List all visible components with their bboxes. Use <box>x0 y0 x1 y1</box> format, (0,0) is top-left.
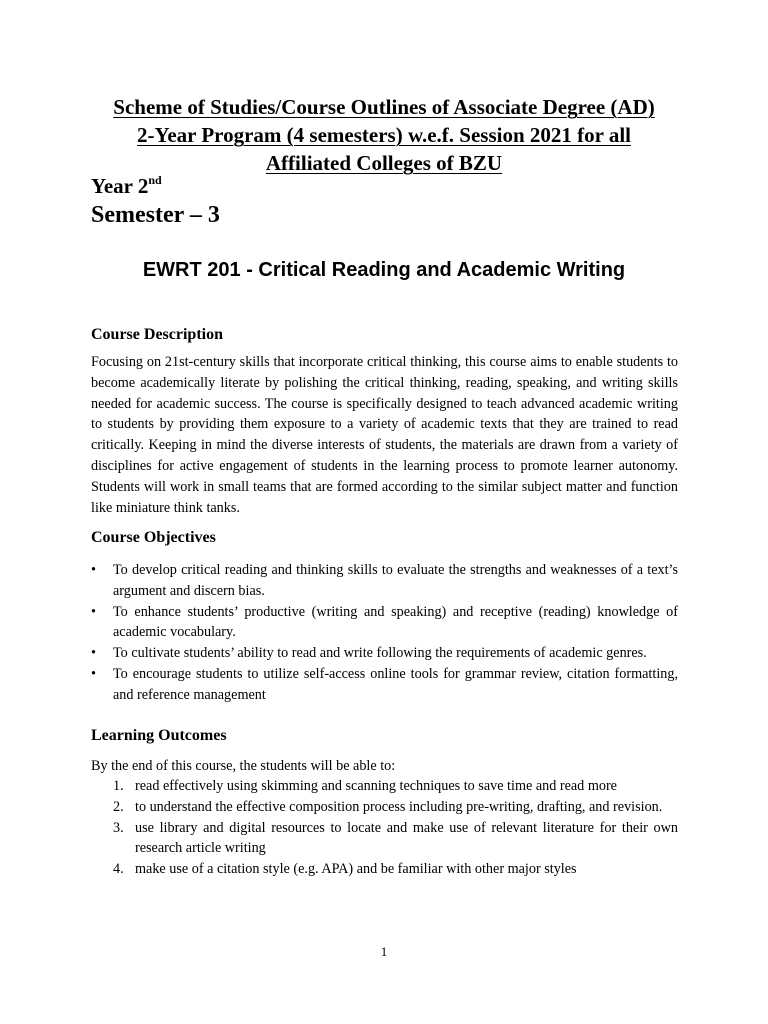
objective-item <box>91 560 678 602</box>
objective-item <box>91 643 678 664</box>
bullet-icon: • <box>91 603 96 620</box>
outcome-item <box>113 859 678 880</box>
outcome-item <box>113 776 678 797</box>
outcome-number: 2. <box>113 798 124 815</box>
page-number: 1 <box>380 944 388 959</box>
course-description-heading: Course Description <box>91 326 223 343</box>
objectives-list <box>91 560 678 706</box>
year-suffix: nd <box>148 173 162 187</box>
title-line-1: Scheme of Studies/Course Outlines of Associate Degree (AD) <box>113 95 655 119</box>
outcome-text: make use of a citation style (e.g. APA) and be familiar with other major styles <box>135 861 577 878</box>
objective-text: To cultivate students’ ability to read and write following the requirements of academic genres. <box>113 645 647 662</box>
outcome-number: 1. <box>113 778 124 794</box>
bullet-icon: • <box>91 562 96 578</box>
objective-item <box>91 664 678 706</box>
outcome-item <box>113 797 678 818</box>
learning-outcomes-intro: By the end of this course, the students will be able to: <box>91 758 396 774</box>
outcome-text: read effectively using skimming and scanning techniques to save time and read more <box>135 778 617 794</box>
document-title <box>70 93 698 177</box>
bullet-icon: • <box>91 665 96 682</box>
year-heading <box>91 172 162 200</box>
objective-text: To encourage students to utilize self-access online tools for grammar review, citation formatting, and reference management <box>113 665 678 703</box>
course-objectives-heading: Course Objectives <box>91 529 216 546</box>
objective-item <box>91 602 678 644</box>
title-line-2: 2-Year Program (4 semesters) w.e.f. Session 2021 for all <box>137 123 631 147</box>
learning-outcomes-heading: Learning Outcomes <box>91 727 227 744</box>
outcomes-list <box>113 776 678 880</box>
bullet-icon: • <box>91 645 96 662</box>
outcome-text: to understand the effective composition process including pre-writing, drafting, and revision. <box>135 798 663 815</box>
outcome-text: use library and digital resources to locate and make use of relevant literature for their own research article writing <box>135 819 678 857</box>
course-description-text: Focusing on 21st-century skills that incorporate critical thinking, this course aims to enable students to become academically literate by polishing the critical thinking, reading, speaking, and writing skills needed for academic success. The course is specifically designed to teach advanced academic writing to students by providing them exposure to a variety of academic texts that they are trained to read critically. Keeping in mind the diverse interests of students, the materials are drawn from a variety of disciplines for active engagement of students in the learning process to promote learner autonomy. Students will work in small teams that are formed according to the similar subject matter and function like miniature think tanks. <box>91 354 678 516</box>
course-title: EWRT 201 - Critical Reading and Academic Writing <box>142 259 626 281</box>
objective-text: To enhance students’ productive (writing and speaking) and receptive (reading) knowledge of academic vocabulary. <box>113 603 678 641</box>
semester-heading: Semester – 3 <box>91 202 220 228</box>
outcome-number: 3. <box>113 819 124 836</box>
outcome-number: 4. <box>113 861 124 878</box>
title-line-3: Affiliated Colleges of BZU <box>265 151 503 175</box>
outcome-item <box>113 818 678 860</box>
year-label: Year 2 <box>91 174 149 198</box>
objective-text: To develop critical reading and thinking skills to evaluate the strengths and weaknesses of a text’s argument and discern bias. <box>113 562 678 599</box>
